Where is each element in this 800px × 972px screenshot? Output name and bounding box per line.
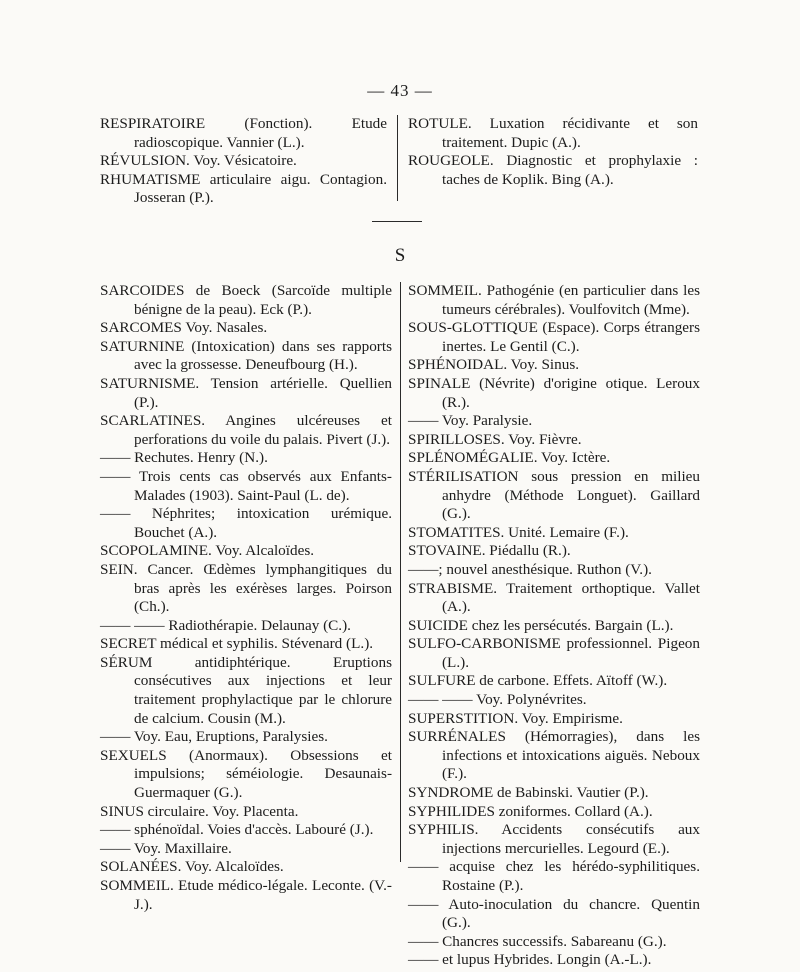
index-entry: SCOPOLAMINE. Voy. Alcaloïdes.	[100, 542, 315, 560]
index-entry: —— et lupus Hybrides. Longin (A.-L.).	[408, 951, 652, 969]
index-entry: —— acquise chez les hérédo-syphilitiques. Rostaine (P.).	[408, 858, 700, 894]
index-entry: SURRÉNALES (Hémorragies), dans les infections et intoxications aiguës. Neboux (F.).	[408, 728, 700, 783]
index-entry: RHUMATISME articulaire aigu. Contagion. Josseran (P.).	[100, 170, 387, 207]
index-entry: —— Voy. Paralysie.	[408, 412, 533, 430]
index-entry: —— sphénoïdal. Voies d'accès. Labouré (J.).	[100, 821, 374, 839]
index-entry: SARCOMES Voy. Nasales.	[100, 319, 268, 337]
index-entry: —— Chancres successifs. Sabareanu (G.).	[408, 932, 667, 950]
index-entry: SUPERSTITION. Voy. Empirisme.	[408, 709, 623, 727]
top-left-column	[100, 115, 387, 208]
column-divider	[397, 115, 398, 201]
index-entry: STOMATITES. Unité. Lemaire (F.).	[408, 523, 629, 541]
index-entry: SPHÉNOIDAL. Voy. Sinus.	[408, 356, 580, 374]
index-entry: RÉVULSION. Voy. Vésicatoire.	[100, 152, 297, 170]
index-entry: SEXUELS (Anormaux). Obsessions et impulsions; séméiologie. Desaunais-Guermaquer (G.).	[100, 746, 392, 802]
index-entry: —— Auto-inoculation du chancre. Quentin (G.).	[408, 895, 700, 932]
index-entry: SPINALE (Névrite) d'origine otique. Leroux (R.).	[408, 374, 700, 411]
index-entry: —— —— Voy. Polynévrites.	[408, 691, 587, 709]
main-right-column	[408, 282, 700, 970]
index-entry: —— Voy. Maxillaire.	[100, 839, 232, 857]
column-divider	[400, 282, 401, 862]
index-entry: SOMMEIL. Pathogénie (en particulier dans les tumeurs cérébrales). Voulfovitch (Mme).	[408, 282, 700, 318]
index-entry: STOVAINE. Piédallu (R.).	[408, 542, 571, 560]
index-entry: STRABISME. Traitement orthoptique. Vallet (A.).	[408, 579, 700, 616]
index-entry: SYNDROME de Babinski. Vautier (P.).	[408, 784, 649, 802]
index-entry: SOLANÉES. Voy. Alcaloïdes.	[100, 858, 284, 876]
index-entry: SOMMEIL. Etude médico-légale. Leconte. (V.-J.).	[100, 877, 392, 913]
index-entry: —— Trois cents cas observés aux Enfants-Malades (1903). Saint-Paul (L. de).	[100, 467, 392, 504]
section-separator	[372, 221, 422, 222]
section-letter: S	[394, 245, 406, 266]
index-entry: SATURNISME. Tension artérielle. Quellien (P.).	[100, 374, 392, 411]
index-entry: SYPHILIDES zoniformes. Collard (A.).	[408, 802, 653, 820]
index-entry: SCARLATINES. Angines ulcéreuses et perforations du voile du palais. Pivert (J.).	[100, 412, 392, 448]
index-entry: SEIN. Cancer. Œdèmes lymphangitiques du bras après les exérèses larges. Poirson (Ch.).	[100, 560, 392, 616]
index-entry: SPIRILLOSES. Voy. Fièvre.	[408, 430, 582, 448]
index-entry: SUICIDE chez les persécutés. Bargain (L.).	[408, 616, 674, 634]
index-entry: ——; nouvel anesthésique. Ruthon (V.).	[408, 560, 652, 578]
index-entry: SULFURE de carbone. Effets. Aïtoff (W.).	[408, 672, 668, 690]
index-entry: STÉRILISATION sous pression en milieu anhydre (Méthode Longuet). Gaillard (G.).	[408, 467, 700, 523]
index-entry: RESPIRATOIRE (Fonction). Etude radioscopique. Vannier (L.).	[100, 115, 387, 151]
index-entry: ROTULE. Luxation récidivante et son traitement. Dupic (A.).	[408, 115, 698, 151]
index-entry: —— Voy. Eau, Eruptions, Paralysies.	[100, 728, 328, 746]
index-entry: —— Rechutes. Henry (N.).	[100, 449, 268, 467]
page-number: — 43 —	[367, 81, 433, 100]
index-entry: —— Néphrites; intoxication urémique. Bouchet (A.).	[100, 505, 392, 541]
index-entry: SINUS circulaire. Voy. Placenta.	[100, 802, 299, 820]
index-entry: ROUGEOLE. Diagnostic et prophylaxie : taches de Koplik. Bing (A.).	[408, 152, 698, 188]
index-entry: SATURNINE (Intoxication) dans ses rapports avec la grossesse. Deneufbourg (H.).	[100, 337, 392, 374]
index-entry: SYPHILIS. Accidents consécutifs aux injections mercurielles. Legourd (E.).	[408, 821, 700, 857]
index-entry: SULFO-CARBONISME professionnel. Pigeon (L.).	[408, 635, 700, 671]
index-entry: SÉRUM antidiphtérique. Eruptions consécutives aux injections et leur traitement prophylactique par le chlorure de calcium. Cousin (M.).	[100, 653, 392, 727]
index-entry: SOUS-GLOTTIQUE (Espace). Corps étrangers inertes. Le Gentil (C.).	[408, 319, 700, 355]
index-entry: —— —— Radiothérapie. Delaunay (C.).	[100, 616, 351, 634]
top-right-column	[408, 115, 698, 189]
main-left-column	[100, 282, 392, 914]
index-entry: SARCOIDES de Boeck (Sarcoïde multiple bénigne de la peau). Eck (P.).	[100, 282, 392, 318]
index-entry: SECRET médical et syphilis. Stévenard (L.).	[100, 635, 374, 653]
index-entry: SPLÉNOMÉGALIE. Voy. Ictère.	[408, 449, 611, 467]
